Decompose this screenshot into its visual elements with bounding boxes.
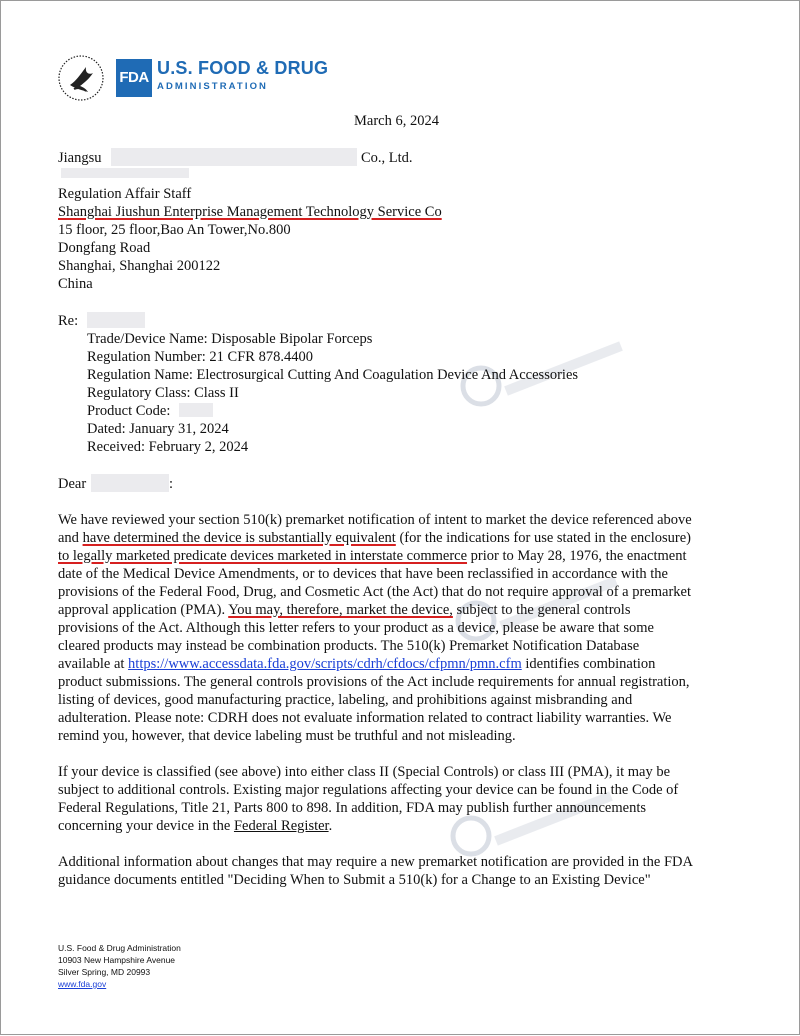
text-line [58,655,748,673]
footer-city: Silver Spring, MD 20993 [58,967,151,977]
salutation-prefix: Dear [58,476,87,492]
text-span: prior to May 28, 1976, the enactment [467,548,687,564]
recipient-company-prefix: Jiangsu [58,150,102,166]
hhs-eagle-seal-icon [56,53,106,103]
redaction-box [111,148,357,166]
footer-address [58,942,181,990]
text-line: provisions of the Federal Food, Drug, and Cosmetic Act (the Act) that do not require approval of a premarket [58,584,692,600]
footer-org: U.S. Food & Drug Administration [58,943,181,953]
text-span: and [58,530,83,546]
re-line: Product Code: [87,403,171,419]
text-line [58,547,748,565]
text-line: guidance documents entitled "Deciding When to Submit a 510(k) for a Change to an Existing Device" [58,872,651,888]
recipient-city: Shanghai, Shanghai 200122 [58,258,221,274]
re-line: Regulation Name: Electrosurgical Cutting And Coagulation Device And Accessories [87,367,579,383]
redaction-box [87,312,145,328]
footer-street: 10903 New Hampshire Avenue [58,955,176,965]
text-span: subject to the general controls [452,602,631,618]
redaction-box [179,403,213,417]
text-line: adulteration. Please note: CDRH does not evaluate information related to contract liability warranties. We [58,710,672,726]
salutation-suffix: : [169,476,174,492]
highlighted-phrase: have determined the device is substantially equivalent [82,530,396,546]
recipient-address-line2: Dongfang Road [58,240,151,256]
text-line: product submissions. The general controls provisions of the Act include requirements for annual registration, [58,674,690,690]
re-line: Received: February 2, 2024 [87,439,249,455]
paragraph-3 [58,853,748,889]
footer-website-link[interactable]: www.fda.gov [58,979,107,989]
text-line: remind you, however, that device labeling must be truthful and not misleading. [58,728,516,744]
recipient-country: China [58,276,93,292]
paragraph-2 [58,763,748,835]
highlighted-phrase: You may, therefore, market the device, [228,602,453,618]
recipient-address-line1: 15 floor, 25 floor,Bao An Tower,No.800 [58,222,291,238]
recipient-company-suffix: Co., Ltd. [361,150,413,166]
text-span: . [328,818,333,834]
text-line [58,817,748,835]
text-span: concerning your device in the [58,818,234,834]
text-span: available at [58,656,129,672]
text-line: We have reviewed your section 510(k) premarket notification of intent to market the device referenced above [58,512,692,528]
recipient-agent: Shanghai Jiushun Enterprise Management Technology Service Co [58,204,442,220]
fda-abbr-badge: FDA [116,59,152,97]
text-line: subject to additional controls. Existing major regulations affecting your device can be found in the Code of [58,782,679,798]
paragraph-1 [58,511,748,745]
letter-page [1,1,800,1036]
fda-logo [56,53,329,103]
agency-subtitle: ADMINISTRATION [157,81,269,92]
agency-name: U.S. FOOD & DRUG [157,58,329,78]
text-span: (for the indications for use stated in the enclosure) [395,530,691,546]
redaction-box [91,474,169,492]
text-line: cleared products may instead be combination products. The 510(k) Premarket Notification Database [58,638,640,654]
federal-register-link[interactable]: Federal Register [233,818,329,834]
text-line [58,601,748,619]
text-line: Additional information about changes that may require a new premarket notification are provided in the FDA [58,854,693,870]
letter-date: March 6, 2024 [354,113,439,129]
re-line: Dated: January 31, 2024 [87,421,229,437]
text-span: approval application (PMA). [58,602,229,618]
text-line: If your device is classified (see above) into either class II (Special Controls) or class III (PMA), it may be [58,764,671,780]
highlighted-phrase: to legally marketed predicate devices marketed in interstate commerce [58,548,468,564]
re-label: Re: [58,313,79,329]
text-span: identifies combination [521,656,656,672]
text-line: listing of devices, good manufacturing practice, labeling, and prohibitions against misbranding and [58,692,633,708]
text-line [58,529,748,547]
text-line: Federal Regulations, Title 21, Parts 800 to 898. In addition, FDA may publish further announcements [58,800,647,816]
re-line: Regulation Number: 21 CFR 878.4400 [87,349,313,365]
pmn-database-link[interactable]: https://www.accessdata.fda.gov/scripts/cdrh/cfdocs/cfpmn/pmn.cfm [128,656,522,672]
text-line: provisions of the Act. Although this letter refers to your product as a device, please be aware that some [58,620,654,636]
redaction-box [61,168,189,178]
re-line: Regulatory Class: Class II [87,385,239,401]
re-line: Trade/Device Name: Disposable Bipolar Forceps [87,331,373,347]
text-line: date of the Medical Device Amendments, or to devices that have been reclassified in accordance with the [58,566,668,582]
recipient-role: Regulation Affair Staff [58,186,192,202]
